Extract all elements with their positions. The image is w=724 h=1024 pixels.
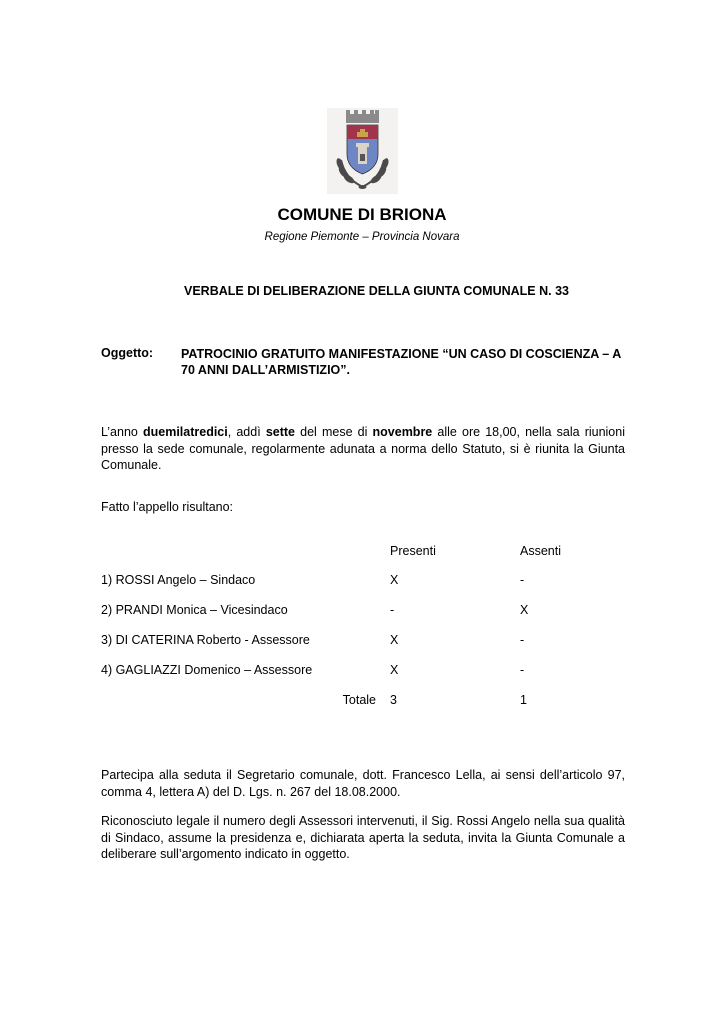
appello-text: Fatto l’appello risultano:: [101, 500, 234, 514]
member-presenti: -: [390, 603, 395, 617]
presidenza-paragraph: Riconosciuto legale il numero degli Assessori intervenuti, il Sig. Rossi Angelo nella sua qualità di Sindaco, assume la presidenza e, dichiarata aperta la seduta, invita la Giunta Comunale a deliberare sull’argomento indicato in oggetto.: [101, 814, 625, 861]
totale-assenti: 1: [520, 693, 527, 707]
intro-month: novembre: [372, 425, 433, 439]
member-name: 3) DI CATERINA Roberto - Assessore: [101, 633, 310, 647]
page-title: COMUNE DI BRIONA: [277, 205, 447, 224]
member-assenti: -: [520, 663, 525, 677]
oggetto-text: PATROCINIO GRATUITO MANIFESTAZIONE “UN CASO DI COSCIENZA – A 70 ANNI DALL’ARMISTIZIO”.: [181, 347, 621, 377]
verbale-heading: VERBALE DI DELIBERAZIONE DELLA GIUNTA COMUNALE N. 33: [184, 284, 569, 298]
totale-presenti: 3: [390, 693, 397, 707]
member-assenti: -: [520, 573, 525, 587]
intro-text-3: del mese di: [295, 425, 373, 439]
intro-day: sette: [265, 425, 295, 439]
member-presenti: X: [390, 633, 399, 647]
header-assenti: Assenti: [520, 544, 561, 558]
member-presenti: X: [390, 663, 399, 677]
intro-text-2: , addì: [227, 425, 266, 439]
totale-label: Totale: [342, 693, 376, 707]
header-presenti: Presenti: [390, 544, 436, 558]
member-name: 1) ROSSI Angelo – Sindaco: [101, 573, 256, 587]
intro-paragraph: [101, 424, 625, 474]
oggetto-label: Oggetto:: [101, 346, 154, 360]
segretario-paragraph: Partecipa alla seduta il Segretario comunale, dott. Francesco Lella, ai sensi dell’articolo 97, comma 4, lettera A) del D. Lgs. n. 267 del 18.08.2000.: [101, 768, 625, 799]
intro-text-4: alle ore 18,00, nella sala riunioni presso la sede comunale, regolarmente adunata a norma dello Statuto, si è riunita la Giunta Comunale.: [101, 425, 625, 472]
intro-year: duemilatredici: [142, 425, 228, 439]
member-name: 4) GAGLIAZZI Domenico – Assessore: [101, 663, 313, 677]
intro-text-1: L’anno: [101, 425, 143, 439]
member-assenti: X: [520, 603, 529, 617]
member-name: 2) PRANDI Monica – Vicesindaco: [101, 603, 288, 617]
member-presenti: X: [390, 573, 399, 587]
page-subtitle: Regione Piemonte – Provincia Novara: [264, 231, 460, 243]
member-assenti: -: [520, 633, 525, 647]
municipal-crest-icon: [327, 108, 398, 194]
